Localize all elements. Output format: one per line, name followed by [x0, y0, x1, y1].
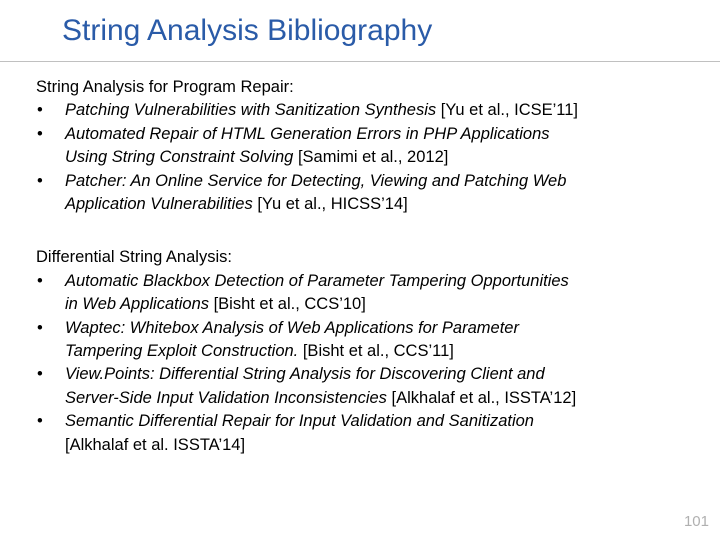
page-number: 101	[683, 513, 709, 530]
reference-line	[65, 434, 708, 457]
paper-title: View.Points: Differential String Analysis for Discovering Client and	[65, 365, 545, 384]
reference-line	[65, 146, 708, 169]
paper-title: Tampering Exploit Construction.	[65, 342, 299, 361]
reference-line	[65, 340, 708, 363]
paper-title: Semantic Differential Repair for Input Validation and Sanitization	[65, 412, 534, 431]
paper-title: in Web Applications	[65, 295, 209, 314]
paper-citation: [Alkhalaf et al. ISSTA’14]	[65, 435, 246, 454]
bullet-icon: •	[37, 124, 43, 143]
section-spacer	[36, 216, 708, 246]
reference-line	[65, 99, 708, 122]
reference-line	[65, 293, 708, 316]
bullet-icon: •	[37, 171, 43, 190]
paper-title: Waptec: Whitebox Analysis of Web Applications for Parameter	[65, 318, 519, 337]
reference-line	[65, 317, 708, 340]
paper-title: Patching Vulnerabilities with Sanitization Synthesis	[65, 101, 437, 120]
paper-title: Using String Constraint Solving	[65, 148, 294, 167]
bullet-icon: •	[37, 412, 43, 431]
reference-list	[36, 99, 708, 216]
paper-citation: [Samimi et al., 2012]	[293, 148, 449, 167]
reference-list	[36, 270, 708, 457]
reference-item	[36, 363, 708, 410]
reference-line	[65, 410, 708, 433]
reference-item	[36, 270, 708, 317]
paper-citation: [Bisht et al., CCS’11]	[298, 342, 454, 361]
paper-title: Automated Repair of HTML Generation Errors in PHP Applications	[65, 124, 550, 143]
slide-body	[36, 76, 708, 457]
bullet-icon: •	[37, 101, 43, 120]
reference-line	[65, 123, 708, 146]
reference-item	[36, 99, 708, 122]
reference-item	[36, 170, 708, 217]
section-heading: Differential String Analysis:	[36, 248, 232, 267]
paper-citation: [Yu et al., HICSS’14]	[252, 195, 408, 214]
paper-title: Patcher: An Online Service for Detecting, Viewing and Patching Web	[65, 171, 567, 190]
reference-item	[36, 410, 708, 457]
paper-citation: [Yu et al., ICSE’11]	[436, 101, 579, 120]
reference-item	[36, 317, 708, 364]
reference-line	[65, 387, 708, 410]
section-differential-analysis	[36, 246, 708, 457]
bullet-icon: •	[37, 365, 43, 384]
bullet-icon: •	[37, 271, 43, 290]
section-heading: String Analysis for Program Repair:	[36, 78, 294, 96]
reference-line	[65, 363, 708, 386]
paper-title: Application Vulnerabilities	[65, 195, 253, 214]
paper-title: Automatic Blackbox Detection of Parameter Tampering Opportunities	[65, 271, 569, 290]
title-divider	[0, 61, 720, 62]
bullet-icon: •	[37, 318, 43, 337]
slide-title: String Analysis Bibliography	[62, 14, 433, 47]
reference-line	[65, 270, 708, 293]
reference-line	[65, 170, 708, 193]
paper-citation: [Alkhalaf et al., ISSTA’12]	[386, 388, 577, 407]
reference-line	[65, 193, 708, 216]
paper-title: Server-Side Input Validation Inconsistencies	[65, 388, 387, 407]
section-program-repair	[36, 76, 708, 216]
paper-citation: [Bisht et al., CCS’10]	[209, 295, 366, 314]
reference-item	[36, 123, 708, 170]
